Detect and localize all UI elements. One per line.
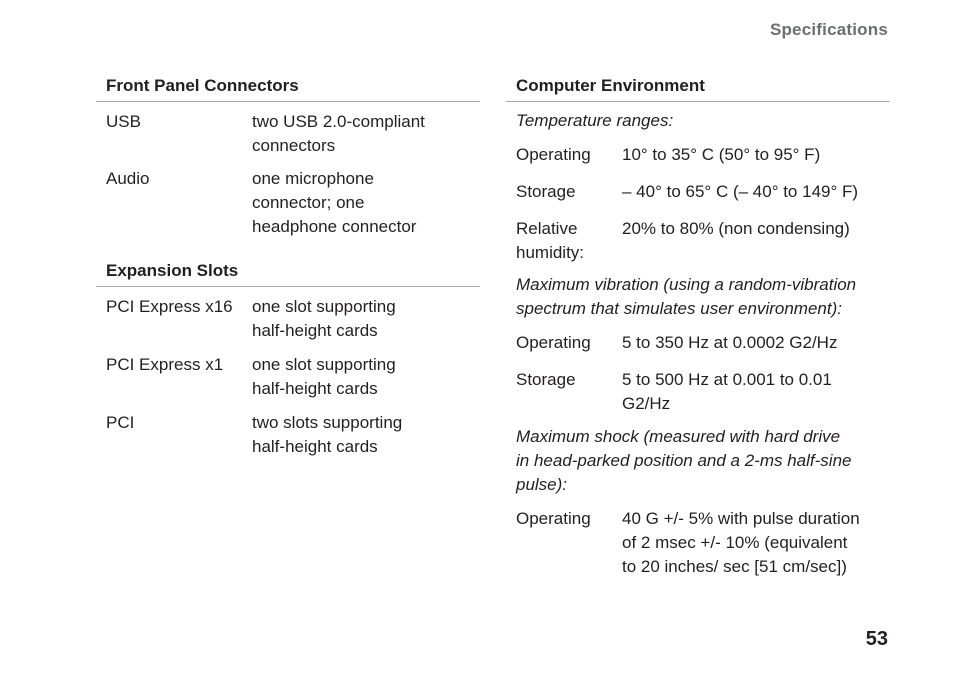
- row-value: one slot supporting half-height cards: [252, 355, 396, 398]
- vibration-note: Maximum vibration (using a random-vibration spectrum that simulates user environment):: [516, 275, 857, 318]
- table-row: [96, 167, 480, 239]
- table-row: [96, 110, 480, 158]
- row-label: PCI: [106, 413, 135, 432]
- row-label: USB: [106, 112, 141, 131]
- shock-note: Maximum shock (measured with hard drive in head-parked position and a 2-ms half-sine pulse):: [516, 427, 852, 494]
- right-column: [506, 76, 890, 579]
- row-label: Operating: [516, 509, 591, 528]
- table-row: [96, 353, 480, 401]
- front-panel-table: [96, 102, 480, 239]
- table-row: [96, 295, 480, 343]
- row-value: 5 to 350 Hz at 0.0002 G2/Hz: [622, 333, 838, 352]
- left-column: [96, 76, 480, 459]
- row-label: Storage: [516, 370, 576, 389]
- table-row: [506, 331, 890, 355]
- row-value: two USB 2.0-compliant connectors: [252, 112, 425, 155]
- row-value: 40 G +/- 5% with pulse duration of 2 msec +/- 10% (equivalent to 20 inches/ sec [51 cm/sec]): [622, 509, 860, 576]
- expansion-slots-title: Expansion Slots: [96, 261, 480, 287]
- table-row: [96, 411, 480, 459]
- row-label: Relative humidity:: [516, 219, 585, 262]
- row-label: Operating: [516, 333, 591, 352]
- row-label: Operating: [516, 145, 591, 164]
- row-value: two slots supporting half-height cards: [252, 413, 403, 456]
- page-number: 53: [865, 628, 888, 650]
- front-panel-title: Front Panel Connectors: [96, 76, 480, 102]
- row-label: Storage: [516, 182, 576, 201]
- row-value: 10° to 35° C (50° to 95° F): [622, 145, 821, 164]
- environment-title: Computer Environment: [506, 76, 890, 102]
- table-row: [506, 180, 890, 204]
- running-header: Specifications: [769, 20, 888, 39]
- expansion-slots-table: [96, 287, 480, 459]
- table-row: [506, 368, 890, 416]
- row-value: one microphone connector; one headphone connector: [252, 169, 417, 236]
- row-label: Audio: [106, 169, 150, 188]
- temperature-note: Temperature ranges:: [516, 111, 674, 130]
- table-row: [506, 217, 890, 265]
- row-value: one slot supporting half-height cards: [252, 297, 396, 340]
- environment-table: [506, 102, 890, 579]
- row-value: 5 to 500 Hz at 0.001 to 0.01 G2/Hz: [622, 370, 832, 413]
- row-value: – 40° to 65° C (– 40° to 149° F): [622, 182, 859, 201]
- table-row: [506, 507, 890, 579]
- row-value: 20% to 80% (non condensing): [622, 219, 850, 238]
- row-label: PCI Express x16: [106, 297, 233, 316]
- row-label: PCI Express x1: [106, 355, 224, 374]
- table-row: [506, 143, 890, 167]
